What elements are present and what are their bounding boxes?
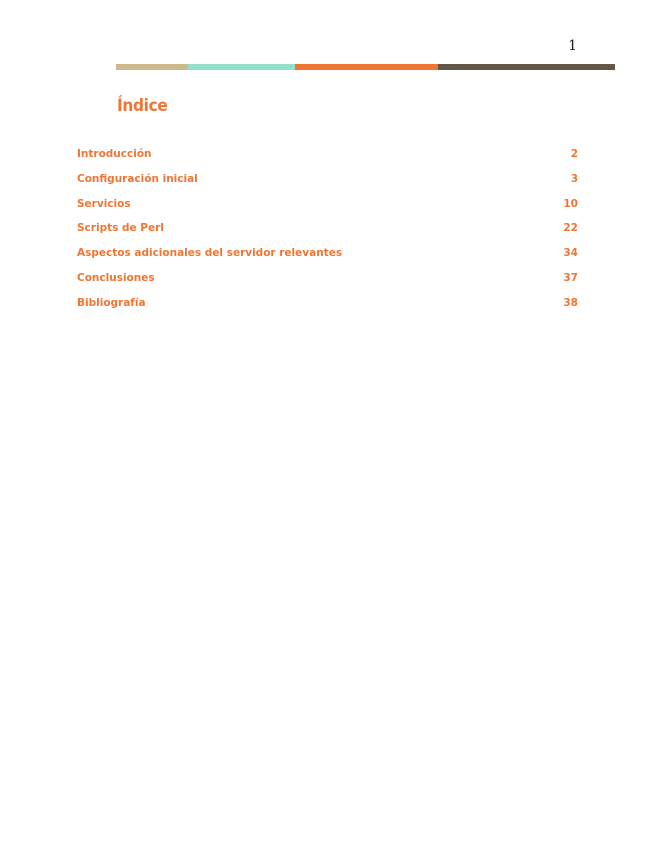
toc-entry-label: Bibliografía	[77, 296, 146, 309]
table-of-contents	[77, 148, 578, 322]
toc-entry-page: 3	[570, 172, 578, 185]
color-bar-segment-mint	[188, 64, 295, 70]
toc-entry-label: Aspectos adicionales del servidor relevantes	[77, 247, 343, 260]
toc-entry-label: Configuración inicial	[77, 172, 198, 185]
toc-entry-page: 38	[563, 296, 578, 309]
page-number: 1	[568, 38, 577, 54]
toc-entry[interactable]	[77, 272, 578, 297]
toc-entry[interactable]	[77, 148, 578, 173]
toc-entry[interactable]	[77, 247, 578, 272]
toc-title: Índice	[117, 96, 168, 116]
toc-entry[interactable]	[77, 173, 578, 198]
toc-entry[interactable]	[77, 198, 578, 223]
toc-entry[interactable]	[77, 297, 578, 322]
toc-entry-label: Introducción	[77, 148, 152, 160]
toc-entry-label: Conclusiones	[77, 271, 155, 284]
toc-entry-page: 10	[563, 197, 578, 210]
color-bar-segment-tan	[116, 64, 188, 70]
toc-entry-page: 22	[563, 222, 578, 235]
toc-entry-page: 2	[570, 148, 578, 160]
toc-entry-page: 37	[563, 271, 578, 284]
toc-entry-page: 34	[563, 247, 578, 260]
color-bar-segment-orange	[295, 64, 438, 70]
header-color-bar	[116, 64, 615, 70]
color-bar-segment-dark-brown	[438, 64, 615, 70]
toc-entry-label: Scripts de Perl	[77, 222, 164, 235]
toc-entry[interactable]	[77, 222, 578, 247]
toc-entry-label: Servicios	[77, 197, 131, 210]
